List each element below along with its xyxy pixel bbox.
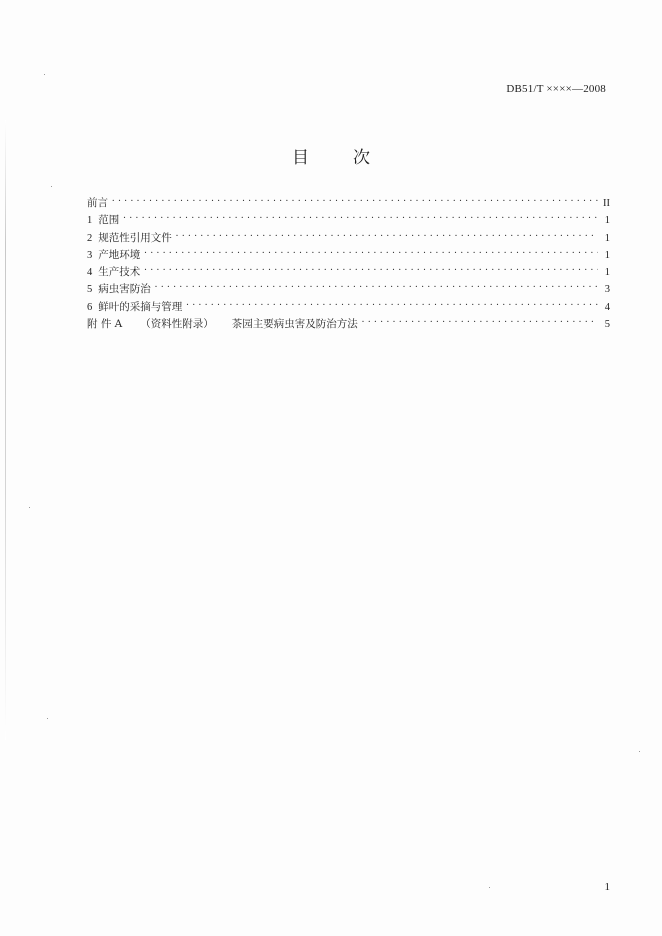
toc-entry-number: 2 [87, 232, 93, 244]
toc-entry-production-technology[interactable] [87, 264, 610, 281]
toc-entry-scope[interactable] [87, 212, 610, 229]
toc-entry-page: II [603, 198, 610, 209]
toc-entry-foreword[interactable] [87, 195, 610, 212]
toc-entry-pest-control[interactable] [87, 281, 610, 298]
toc-title [0, 143, 662, 168]
toc-entry-page: 1 [604, 232, 610, 244]
toc-entry-label: 产地环境 [98, 248, 141, 261]
scan-speck [29, 507, 30, 508]
dot-leader [112, 196, 598, 206]
toc-entry-page: 1 [604, 215, 610, 227]
toc-entry-label: 前言 [87, 197, 108, 209]
table-of-contents [87, 195, 610, 333]
dot-leader [155, 282, 598, 292]
toc-entry-label: 鲜叶的采摘与管理 [98, 300, 183, 313]
dot-leader [176, 231, 598, 241]
dot-leader [186, 300, 598, 310]
scan-edge [5, 120, 6, 740]
scan-speck [489, 887, 490, 888]
toc-entry-label: 生产技术 [98, 266, 141, 279]
toc-entry-production-environment[interactable] [87, 247, 610, 264]
dot-leader [144, 248, 598, 258]
toc-entry-fresh-leaf-picking[interactable] [87, 299, 610, 316]
toc-title-char-1: 目 [292, 148, 309, 168]
toc-title-char-2: 次 [353, 148, 370, 168]
toc-entry-number: 5 [87, 284, 93, 296]
toc-entry-number: 3 [87, 249, 93, 261]
toc-entry-number: 1 [87, 215, 93, 227]
toc-entry-page: 1 [604, 267, 610, 279]
scan-speck [47, 718, 48, 719]
toc-entry-label: 规范性引用文件 [98, 231, 172, 244]
toc-entry-page: 3 [604, 284, 610, 296]
dot-leader [362, 317, 598, 327]
toc-entry-label: 病虫害防治 [98, 283, 151, 296]
page-number: 1 [604, 881, 610, 893]
scan-speck [44, 74, 45, 75]
toc-entry-annex-a[interactable] [87, 316, 610, 333]
toc-entry-page: 5 [604, 319, 610, 331]
toc-entry-page: 1 [604, 249, 610, 261]
annex-prefix: 附 件 A [87, 318, 123, 331]
dot-leader [123, 213, 598, 223]
toc-entry-number: 6 [87, 301, 93, 313]
document-code: DB51/T ××××—2008 [506, 83, 606, 95]
scan-speck [639, 751, 640, 752]
toc-entry-label: 范围 [98, 214, 120, 227]
toc-entry-normative-references[interactable] [87, 230, 610, 247]
toc-entry-page: 4 [604, 301, 610, 313]
dot-leader [144, 265, 598, 275]
toc-entry-number: 4 [87, 267, 93, 279]
annex-type: （资料性附录） [140, 318, 214, 331]
scan-speck [51, 186, 52, 187]
annex-title: 茶园主要病虫害及防治方法 [231, 318, 358, 331]
